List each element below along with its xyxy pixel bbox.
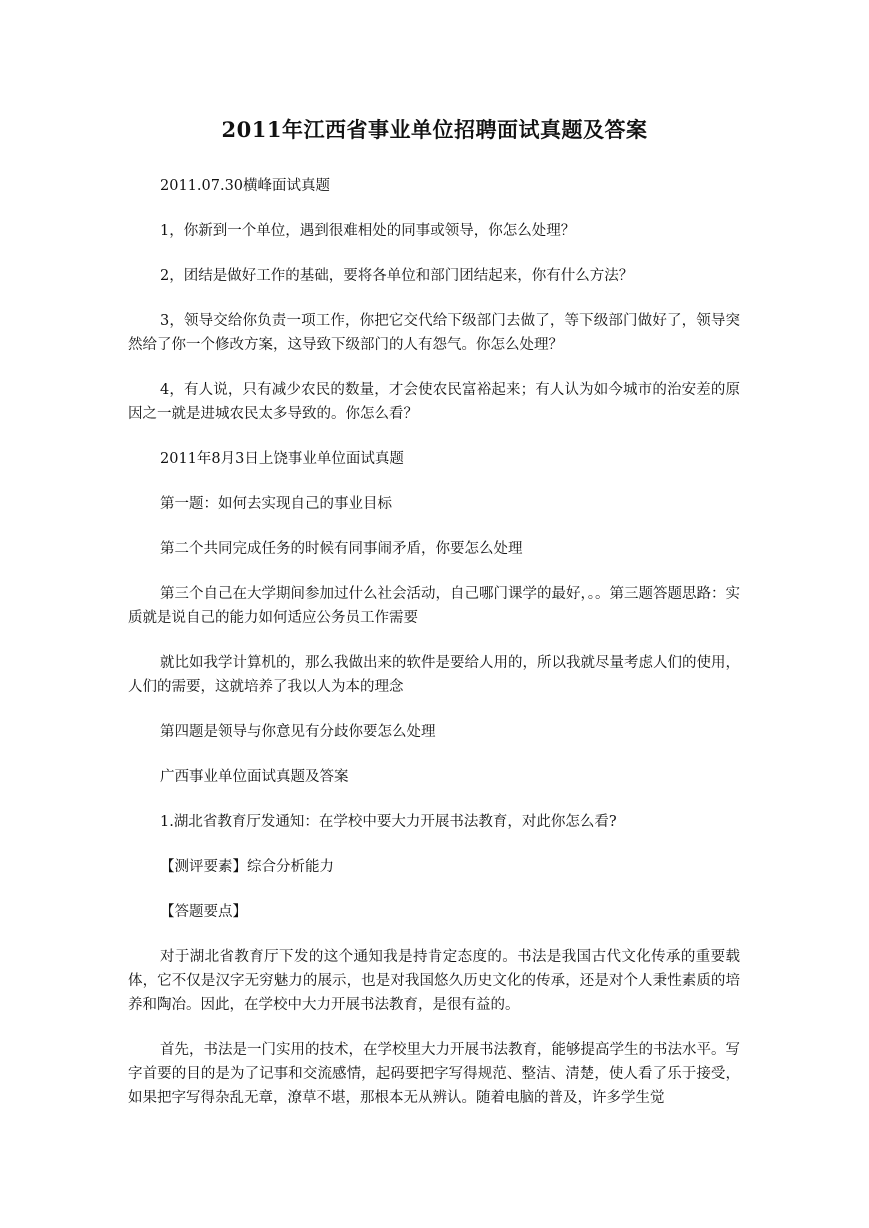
question-3: 3，领导交给你负责一项工作，你把它交代给下级部门去做了，等下级部门做好了，领导突然给了你一个修改方案，这导致下级部门的人有怨气。你怎么处理？ — [128, 313, 740, 353]
question-2: 2，团结是做好工作的基础，要将各单位和部门团结起来，你有什么方法？ — [160, 268, 634, 284]
shangrao-question-3: 第三个自己在大学期间参加过什么社会活动，自己哪门课学的最好，。。第三题答题思路：实质就是说自己的能力如何适应公务员工作需要 — [128, 586, 740, 626]
shangrao-question-4: 第四题是领导与你意见有分歧你要怎么处理 — [160, 724, 436, 740]
answer-paragraph-2: 首先，书法是一门实用的技术，在学校里大力开展书法教育，能够提高学生的书法水平。写字首要的目的是为了记事和交流感情，起码要把字写得规范、整洁、清楚，使人看了乐于接受，如果把字写得杂乱无章，潦草不堪，那根本无从辨认。随着电脑的普及，许多学生觉 — [128, 1042, 740, 1106]
question-1: 1，你新到一个单位，遇到很难相处的同事或领导，你怎么处理？ — [160, 223, 576, 239]
evaluation-elements: 【测评要素】综合分析能力 — [160, 859, 334, 875]
shangrao-answer-example: 就比如我学计算机的，那么我做出来的软件是要给人用的，所以我就尽量考虑人们的使用，人们的需要，这就培养了我以人为本的理念 — [128, 655, 740, 695]
shangrao-question-2: 第二个共同完成任务的时候有同事闹矛盾，你要怎么处理 — [160, 541, 523, 557]
section-heading-hengfeng: 2011.07.30横峰面试真题 — [160, 178, 331, 194]
section-heading-guangxi: 广西事业单位面试真题及答案 — [160, 769, 349, 785]
answer-paragraph-1: 对于湖北省教育厅下发的这个通知我是持肯定态度的。书法是我国古代文化传承的重要载体，它不仅是汉字无穷魅力的展示，也是对我国悠久历史文化的传承，还是对个人秉性素质的培养和陶冶。因此，在学校中大力开展书法教育，是很有益的。 — [128, 949, 740, 1013]
guangxi-question-1: 1.湖北省教育厅发通知：在学校中要大力开展书法教育，对此你怎么看? — [160, 814, 617, 830]
answer-points-heading: 【答题要点】 — [160, 904, 247, 920]
document-body — [128, 174, 740, 1131]
section-heading-shangrao: 2011年8月3日上饶事业单位面试真题 — [160, 451, 404, 467]
shangrao-question-1: 第一题：如何去实现自己的事业目标 — [160, 496, 392, 512]
question-4: 4，有人说，只有减少农民的数量，才会使农民富裕起来；有人认为如今城市的治安差的原因之一就是进城农民太多导致的。你怎么看？ — [128, 382, 740, 422]
document-title: 2011年江西省事业单位招聘面试真题及答案 — [221, 117, 648, 142]
